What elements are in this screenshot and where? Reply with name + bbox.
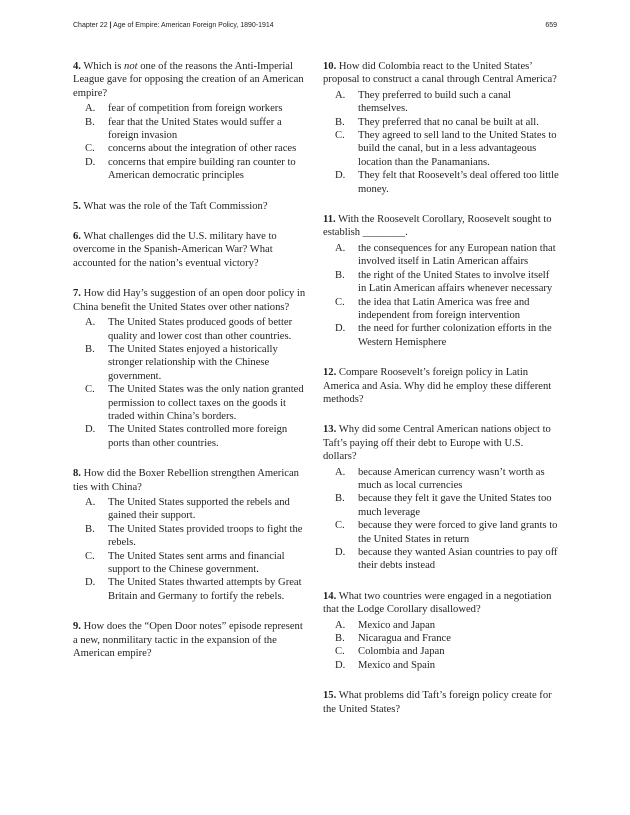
answer-option	[323, 546, 559, 573]
stem-text: How did the Boxer Rebellion strengthen American ties with China?	[73, 468, 299, 493]
question-number: 6.	[73, 231, 81, 243]
answer-options	[73, 102, 309, 182]
question-number: 15.	[323, 690, 337, 702]
option-text: They agreed to sell land to the United States to build the canal, but in a less advantageous location than the Panamanians.	[358, 130, 557, 168]
question-4	[73, 60, 309, 183]
question-number: 5.	[73, 200, 81, 212]
stem-text: Which is	[83, 61, 125, 72]
question-number: 8.	[73, 468, 81, 480]
answer-option	[323, 466, 559, 493]
answer-option	[73, 142, 309, 155]
question-stem	[73, 620, 309, 660]
answer-option	[73, 316, 309, 343]
answer-option	[323, 659, 559, 672]
answer-option	[73, 523, 309, 550]
question-stem	[73, 287, 309, 314]
stem-text: What challenges did the U.S. military have to overcome in the Spanish-American War? What accounted for the nation’s eventual victory?	[73, 231, 277, 269]
answer-options	[73, 496, 309, 603]
option-text: because they felt it gave the United States too much leverage	[358, 493, 552, 518]
option-text: concerns that empire building ran counter to American democratic principles	[108, 156, 296, 182]
stem-text: With the Roosevelt Corollary, Roosevelt sought to establish ________.	[323, 214, 552, 239]
option-letter: D.	[85, 577, 96, 589]
answer-option	[73, 576, 309, 603]
option-text: the need for further colonization efforts in the Western Hemisphere	[358, 323, 552, 348]
answer-option	[323, 269, 559, 296]
question-number: 9.	[73, 621, 81, 633]
answer-option	[323, 619, 559, 632]
question-5	[73, 200, 309, 213]
question-11	[323, 213, 559, 349]
option-text: The United States supported the rebels and gained their support.	[108, 496, 290, 522]
question-stem	[323, 423, 559, 463]
question-number: 4.	[73, 61, 81, 72]
option-letter: C.	[85, 143, 95, 155]
answer-option	[73, 383, 309, 423]
option-letter: A.	[335, 242, 346, 254]
option-letter: A.	[85, 317, 96, 329]
option-letter: B.	[335, 493, 345, 505]
option-letter: D.	[85, 424, 96, 436]
option-text: fear that the United States would suffer a foreign invasion	[108, 116, 282, 142]
answer-option	[73, 496, 309, 523]
stem-text: What two countries were engaged in a negotiation that the Lodge Corollary disallowed?	[323, 590, 552, 616]
stem-text: Compare Roosevelt’s foreign policy in Latin America and Asia. Why did he employ these different methods?	[323, 367, 552, 405]
question-8	[73, 467, 309, 603]
question-7	[73, 287, 309, 450]
option-text: The United States thwarted attempts by Great Britain and Germany to fortify the rebels.	[108, 577, 302, 602]
answer-options	[73, 316, 309, 450]
running-header	[73, 22, 557, 36]
option-text: The United States enjoyed a historically stronger relationship with the Chinese government.	[108, 343, 278, 382]
header-separator: |	[109, 22, 112, 29]
answer-option	[73, 156, 309, 183]
option-letter: C.	[335, 646, 345, 658]
question-stem	[323, 213, 559, 240]
option-text: fear of competition from foreign workers	[108, 103, 283, 115]
option-letter: A.	[85, 496, 96, 508]
option-text: Mexico and Japan	[358, 619, 436, 631]
option-letter: A.	[335, 89, 346, 101]
right-column	[323, 60, 559, 728]
option-letter: C.	[335, 520, 345, 532]
question-stem	[323, 689, 559, 716]
answer-option	[323, 645, 559, 658]
option-letter: B.	[85, 343, 95, 355]
chapter-title: Age of Empire: American Foreign Policy, 1890-1914	[113, 22, 274, 29]
option-text: concerns about the integration of other races	[108, 143, 297, 155]
answer-option	[323, 242, 559, 269]
answer-options	[323, 619, 559, 673]
question-stem	[323, 590, 559, 617]
question-12	[323, 366, 559, 406]
option-text: because they were forced to give land grants to the United States in return	[358, 520, 558, 545]
option-text: Nicaragua and France	[358, 633, 451, 645]
option-letter: D.	[335, 547, 346, 558]
answer-option	[323, 632, 559, 645]
answer-option	[323, 129, 559, 169]
question-number: 12.	[323, 367, 337, 379]
question-stem	[73, 60, 309, 100]
left-column	[73, 60, 309, 672]
option-text: because they wanted Asian countries to pay off their debts instead	[358, 547, 558, 572]
option-letter: C.	[335, 296, 345, 308]
option-text: the idea that Latin America was free and independent from foreign intervention	[358, 296, 530, 321]
option-text: Colombia and Japan	[358, 646, 445, 658]
option-letter: A.	[335, 619, 346, 631]
question-number: 13.	[323, 424, 337, 436]
option-text: because American currency wasn’t worth as much as local currencies	[358, 466, 545, 491]
question-15	[323, 689, 559, 716]
answer-options	[323, 466, 559, 573]
stem-text: Why did some Central American nations object to Taft’s paying off their debt to Europe with U.S. dollars?	[323, 424, 551, 463]
answer-option	[73, 343, 309, 383]
option-letter: B.	[85, 523, 95, 535]
option-letter: A.	[85, 103, 96, 115]
option-letter: B.	[85, 116, 95, 128]
question-13	[323, 423, 559, 572]
stem-text: What problems did Taft’s foreign policy create for the United States?	[323, 690, 552, 715]
answer-options	[323, 89, 559, 196]
option-letter: C.	[85, 384, 95, 396]
answer-option	[323, 296, 559, 323]
answer-options	[323, 242, 559, 349]
option-text: They preferred that no canal be built at all.	[358, 116, 539, 128]
option-text: Mexico and Spain	[358, 659, 436, 671]
question-number: 11.	[323, 214, 336, 226]
option-letter: B.	[335, 269, 345, 281]
question-10	[323, 60, 559, 196]
page-number: 659	[545, 22, 557, 29]
answer-option	[323, 519, 559, 546]
answer-option	[73, 116, 309, 143]
option-text: The United States was the only nation granted permission to collect taxes on the goods it traded within China’s borders.	[108, 384, 304, 422]
stem-text: How did Hay’s suggestion of an open door policy in China benefit the United States over other nations?	[73, 288, 306, 313]
option-letter: B.	[335, 116, 345, 128]
option-text: The United States provided troops to fight the rebels.	[108, 523, 303, 549]
question-number: 14.	[323, 590, 337, 602]
chapter-label: Chapter 22	[73, 22, 108, 29]
answer-option	[323, 116, 559, 129]
option-text: the consequences for any European nation that involved itself in Latin American affairs	[358, 242, 556, 268]
stem-text: How did Colombia react to the United States’ proposal to construct a canal through Central America?	[323, 61, 557, 86]
option-letter: C.	[85, 550, 95, 562]
option-letter: A.	[335, 466, 346, 478]
option-letter: D.	[335, 659, 346, 671]
answer-option	[73, 102, 309, 115]
option-text: The United States controlled more foreign ports than other countries.	[108, 424, 288, 449]
stem-emphasis: not	[124, 61, 138, 72]
option-text: They felt that Roosevelt’s deal offered too little money.	[358, 170, 559, 195]
question-9	[73, 620, 309, 660]
question-6	[73, 230, 309, 270]
option-text: the right of the United States to involve itself in Latin American affairs whenever necessary	[358, 269, 553, 295]
chapter-heading	[73, 22, 274, 29]
answer-option	[323, 89, 559, 116]
answer-option	[323, 169, 559, 196]
question-14	[323, 590, 559, 672]
option-letter: C.	[335, 130, 345, 142]
stem-text: How does the “Open Door notes” episode represent a new, nonmilitary tactic in the expansion of the American empire?	[73, 621, 303, 660]
stem-text: one of the reasons the Anti-Imperial League gave for opposing the creation of an American empire?	[73, 61, 304, 99]
question-stem	[323, 60, 559, 87]
answer-option	[73, 550, 309, 577]
question-stem	[73, 467, 309, 494]
option-letter: D.	[85, 156, 96, 168]
option-letter: B.	[335, 633, 345, 645]
answer-option	[323, 492, 559, 519]
question-number: 7.	[73, 288, 81, 300]
answer-option	[323, 322, 559, 349]
option-text: The United States sent arms and financial support to the Chinese government.	[108, 550, 285, 575]
stem-text: What was the role of the Taft Commission?	[83, 200, 268, 212]
option-text: They preferred to build such a canal themselves.	[358, 89, 511, 115]
answer-option	[73, 423, 309, 450]
option-letter: D.	[335, 170, 346, 182]
question-stem	[323, 366, 559, 406]
option-letter: D.	[335, 323, 346, 335]
question-stem	[73, 200, 309, 213]
option-text: The United States produced goods of better quality and lower cost than other countries.	[108, 317, 293, 342]
question-number: 10.	[323, 61, 337, 72]
question-stem	[73, 230, 309, 270]
